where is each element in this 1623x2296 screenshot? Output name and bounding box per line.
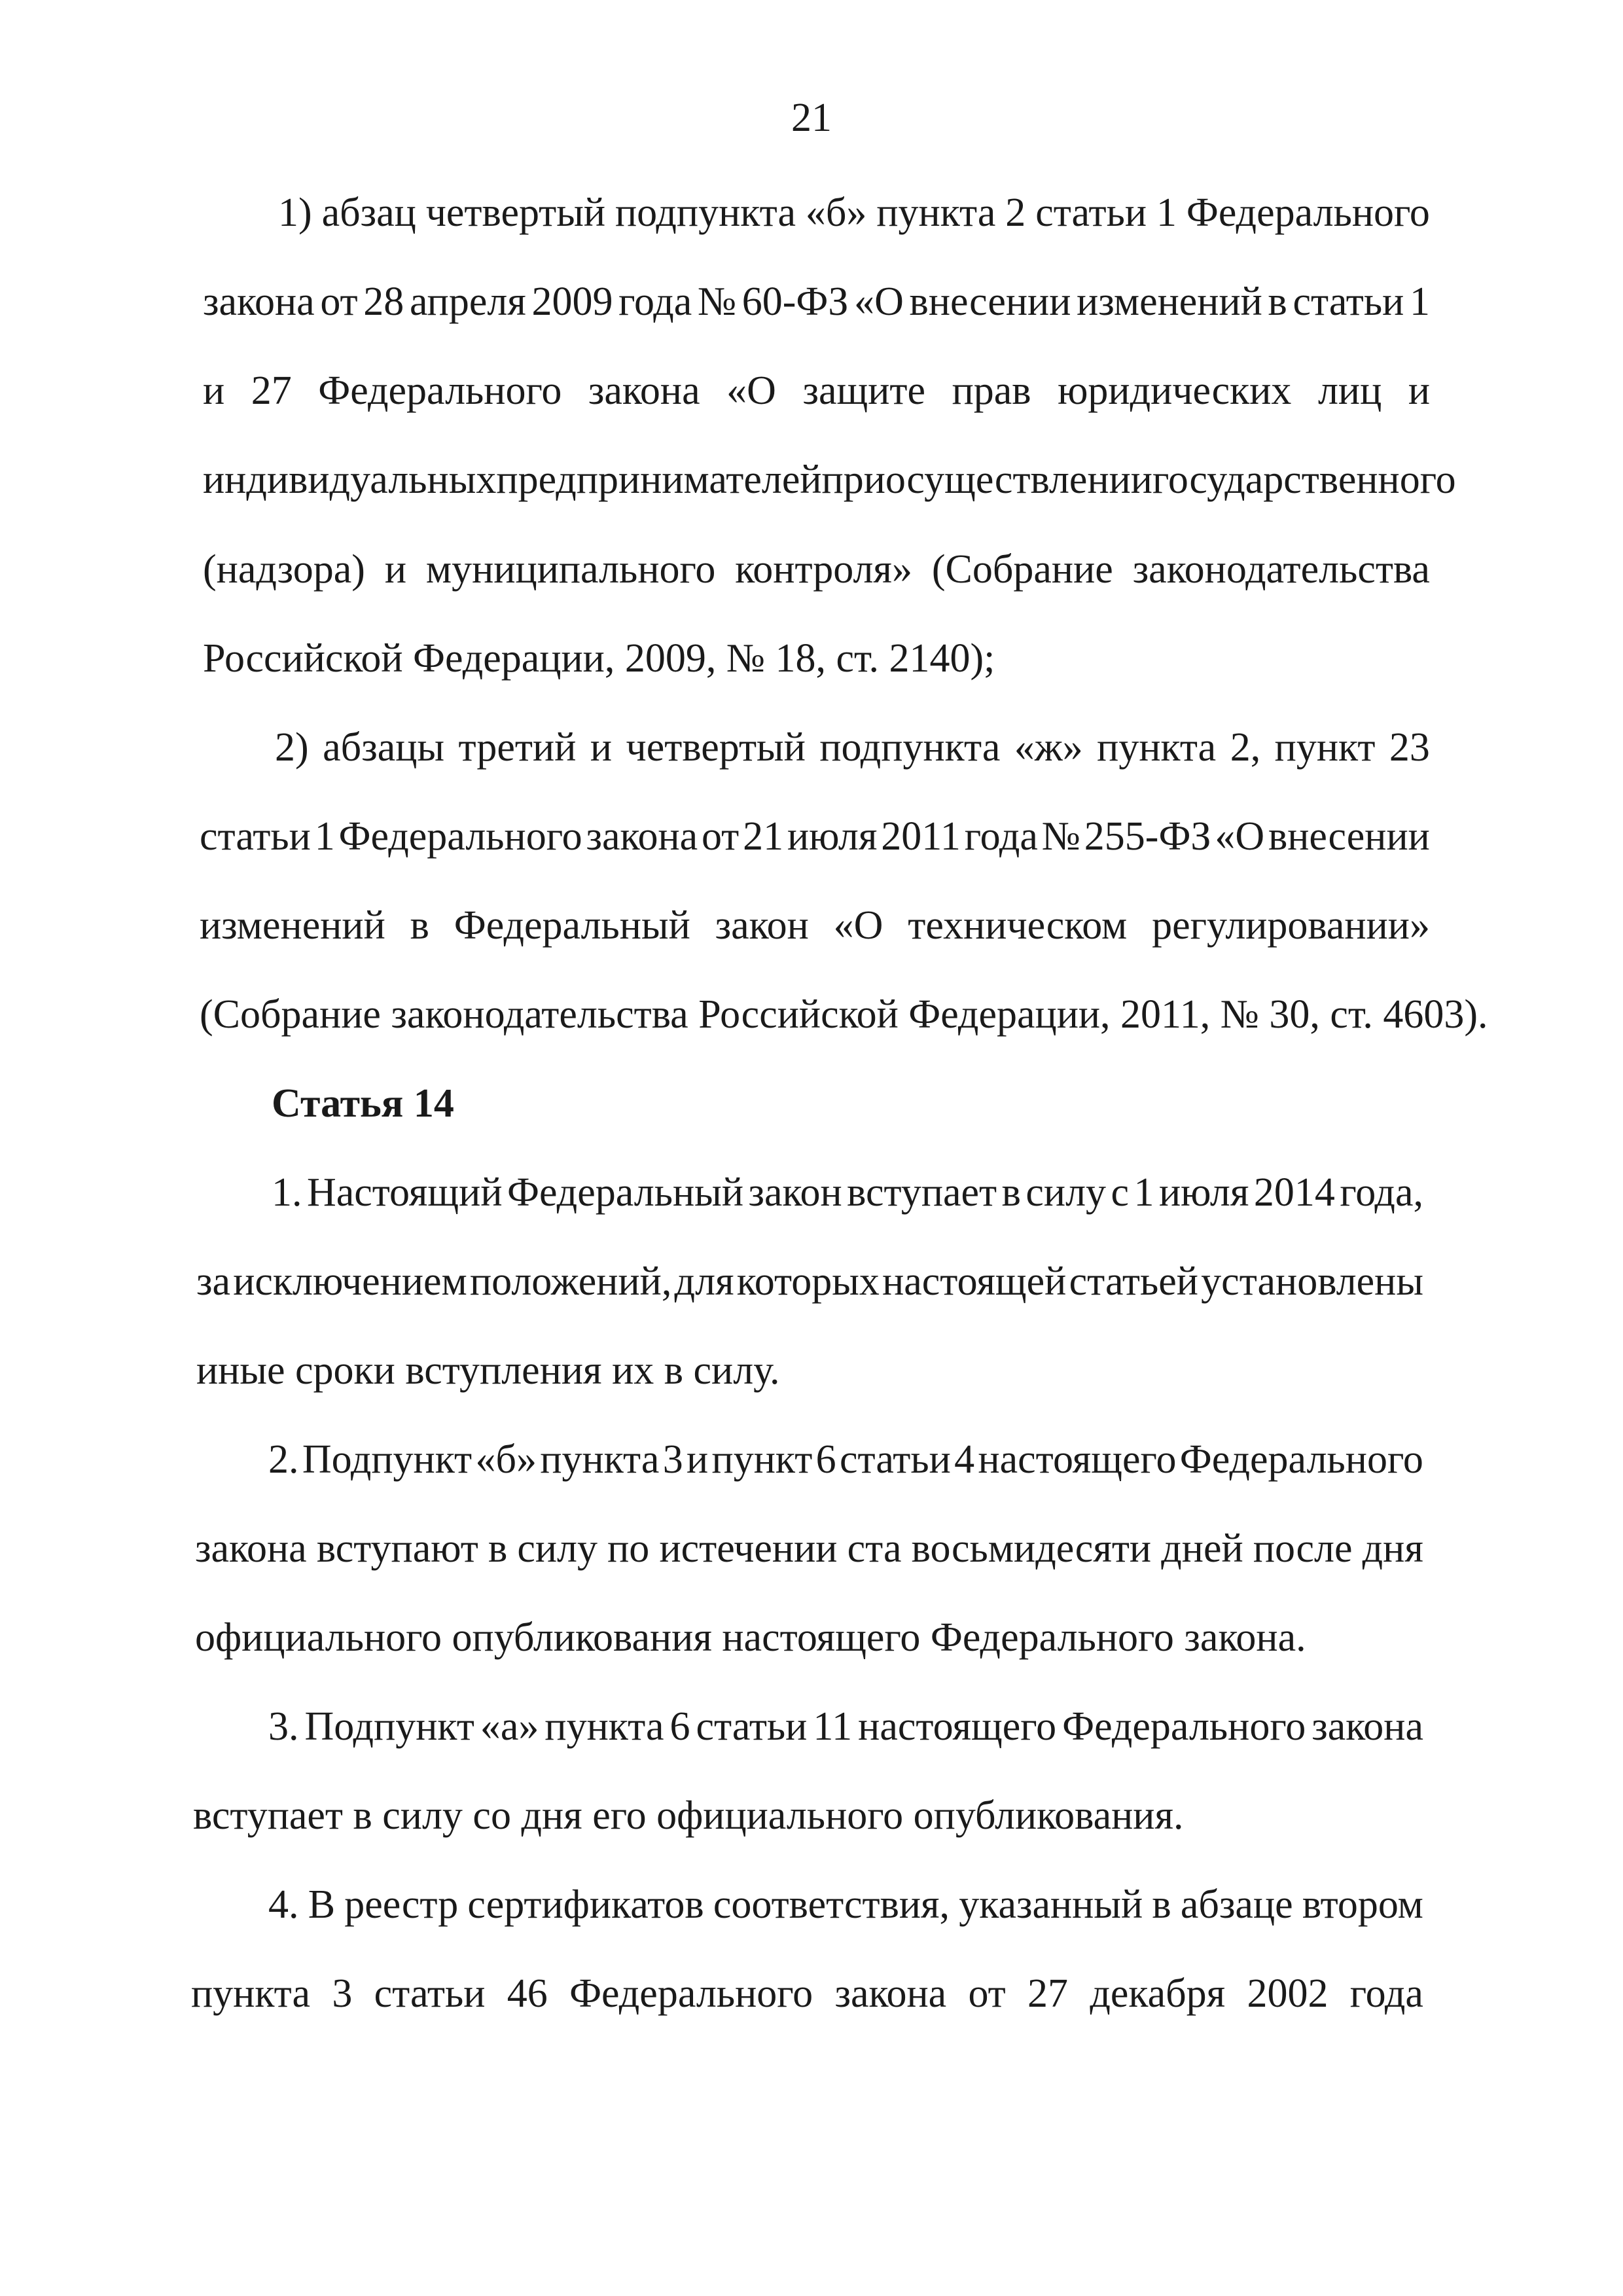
word: дней	[1161, 1526, 1243, 1571]
article-p2-line-1	[268, 1433, 1423, 1486]
word: «б»	[805, 190, 867, 235]
word: предпринимателей	[496, 457, 822, 502]
word: пункта	[191, 1971, 311, 2016]
word: в	[1268, 279, 1287, 324]
word: индивидуальных	[203, 457, 497, 502]
word: государственного	[1152, 457, 1456, 502]
item-2-line-2	[200, 810, 1430, 863]
word: 255-ФЗ	[1084, 814, 1211, 859]
word: Подпункт	[304, 1704, 474, 1749]
word: апреля	[409, 279, 526, 324]
word: настоящего	[978, 1437, 1177, 1482]
word: четвертый	[626, 725, 806, 770]
page-number: 21	[791, 96, 832, 140]
word: за	[196, 1259, 231, 1304]
word: 4.	[268, 1882, 299, 1927]
word: статьей	[1069, 1259, 1198, 1304]
word: 6	[669, 1704, 690, 1749]
word: закон	[748, 1170, 842, 1215]
word: техническом	[908, 903, 1128, 948]
word: 27	[1027, 1971, 1069, 2016]
word: 1)	[278, 190, 312, 235]
word: вступает	[847, 1170, 997, 1215]
word: после	[1253, 1526, 1353, 1571]
word: «ж»	[1014, 725, 1083, 770]
word: регулировании»	[1152, 903, 1430, 948]
article-p1-line-3: иные сроки вступления их в силу.	[196, 1348, 780, 1393]
word: ста	[847, 1526, 902, 1571]
word: Федерального	[569, 1971, 813, 2016]
word: «О	[833, 903, 883, 948]
word: закона	[203, 279, 315, 324]
word: 2,	[1230, 725, 1261, 770]
word: настоящего	[858, 1704, 1057, 1749]
article-p2-line-3: официального опубликования настоящего Федерального закона.	[195, 1615, 1306, 1660]
word: 3	[332, 1971, 353, 2016]
word: и	[384, 547, 407, 592]
word: внесении	[1268, 814, 1430, 859]
word: 27	[251, 368, 292, 413]
item-1-line-2	[203, 276, 1430, 328]
word: в	[1001, 1170, 1021, 1215]
word: 2.	[268, 1437, 299, 1482]
word: 23	[1389, 725, 1430, 770]
word: дня	[1362, 1526, 1423, 1571]
word: 3	[662, 1437, 683, 1482]
article-p2-line-2	[195, 1522, 1423, 1575]
word: 2002	[1247, 1971, 1329, 2016]
word: (надзора)	[203, 547, 365, 592]
article-heading: Статья 14	[272, 1081, 454, 1126]
word: июля	[1158, 1170, 1249, 1215]
word: «О	[1215, 814, 1265, 859]
word: пункт	[711, 1437, 813, 1482]
word: Подпункт	[302, 1437, 473, 1482]
word: соответствия,	[713, 1882, 950, 1927]
word: для	[674, 1259, 734, 1304]
word: №	[697, 279, 737, 324]
word: (Собрание	[931, 547, 1113, 592]
word: 21	[743, 814, 784, 859]
word: года,	[1340, 1170, 1423, 1215]
word: закона	[588, 368, 700, 413]
word: года	[964, 814, 1038, 859]
word: 1	[1156, 190, 1177, 235]
word: и	[687, 1437, 709, 1482]
word: третий	[458, 725, 577, 770]
word: 1	[1133, 1170, 1154, 1215]
word: положений,	[469, 1259, 672, 1304]
word: восьмидесяти	[911, 1526, 1152, 1571]
word: закона	[586, 814, 698, 859]
word: Федеральный	[454, 903, 690, 948]
word: в	[1152, 1882, 1171, 1927]
word: 2)	[275, 725, 309, 770]
word: при	[821, 457, 885, 502]
item-2-line-1	[275, 721, 1430, 774]
word: и	[203, 368, 225, 413]
word: 1	[1409, 279, 1430, 324]
word: которых	[736, 1259, 880, 1304]
word: реестр	[344, 1882, 459, 1927]
word: года	[1349, 1971, 1423, 2016]
word: защите	[802, 368, 926, 413]
word: 46	[507, 1971, 548, 2016]
word: пункта	[876, 190, 996, 235]
word: подпункта	[819, 725, 1001, 770]
word: установлены	[1201, 1259, 1423, 1304]
word: пункта	[1097, 725, 1217, 770]
word: прав	[952, 368, 1031, 413]
word: подпункта	[615, 190, 796, 235]
word: Федерального	[1179, 1437, 1423, 1482]
word: пункта	[544, 1704, 664, 1749]
word: от	[320, 279, 358, 324]
word: с	[1111, 1170, 1130, 1215]
word: абзацы	[323, 725, 445, 770]
word: лиц	[1317, 368, 1382, 413]
word: по	[607, 1526, 650, 1571]
word: статьи	[1293, 279, 1404, 324]
word: статьи	[374, 1971, 486, 2016]
word: 4	[954, 1437, 975, 1482]
word: абзац	[321, 190, 416, 235]
word: в	[410, 903, 429, 948]
word: настоящей	[882, 1259, 1067, 1304]
word: Настоящий	[306, 1170, 503, 1215]
word: 2	[1005, 190, 1026, 235]
word: Федерального	[318, 368, 562, 413]
word: «О	[726, 368, 776, 413]
word: пункт	[1274, 725, 1376, 770]
word: 6	[815, 1437, 836, 1482]
word: декабря	[1090, 1971, 1226, 2016]
article-p4-line-1	[268, 1878, 1423, 1931]
word: абзаце	[1180, 1882, 1293, 1927]
word: Федеральный	[507, 1170, 744, 1215]
word: сертификатов	[467, 1882, 704, 1927]
word: года	[618, 279, 692, 324]
item-1-line-5	[203, 543, 1430, 596]
word: 2011	[881, 814, 961, 859]
word: вступают	[316, 1526, 478, 1571]
word: статьи	[839, 1437, 951, 1482]
word: от	[968, 1971, 1006, 2016]
item-1-line-3	[203, 365, 1430, 417]
word: 60-ФЗ	[741, 279, 849, 324]
item-1-line-1	[278, 187, 1430, 239]
word: №	[1041, 814, 1080, 859]
word: внесении	[909, 279, 1071, 324]
word: 2014	[1253, 1170, 1335, 1215]
article-p3-line-1	[268, 1700, 1423, 1753]
word: Федерального	[1186, 190, 1430, 235]
article-p4-line-2	[191, 1967, 1423, 2020]
word: изменений	[200, 903, 385, 948]
word: и	[590, 725, 613, 770]
word: «а»	[480, 1704, 539, 1749]
article-p3-line-2: вступает в силу со дня его официального опубликования.	[193, 1793, 1184, 1838]
word: указанный	[959, 1882, 1143, 1927]
word: юридических	[1058, 368, 1292, 413]
article-p1-line-1	[272, 1166, 1423, 1219]
word: силу	[1026, 1170, 1107, 1215]
word: 11	[813, 1704, 853, 1749]
word: закона	[195, 1526, 307, 1571]
word: и	[1408, 368, 1430, 413]
word: «О	[854, 279, 904, 324]
word: 1.	[272, 1170, 302, 1215]
word: четвертый	[425, 190, 606, 235]
word: Федерального	[338, 814, 582, 859]
word: истечении	[659, 1526, 838, 1571]
word: контроля»	[735, 547, 912, 592]
item-1-line-4	[203, 454, 1456, 506]
word: «б»	[475, 1437, 537, 1482]
item-2-line-3	[200, 899, 1430, 952]
word: 2009	[531, 279, 613, 324]
word: осуществлении	[885, 457, 1152, 502]
word: статьи	[1035, 190, 1147, 235]
word: изменений	[1077, 279, 1262, 324]
word: Федерального	[1062, 1704, 1306, 1749]
word: 28	[363, 279, 404, 324]
word: В	[308, 1882, 336, 1927]
word: силу	[517, 1526, 597, 1571]
word: муниципального	[425, 547, 716, 592]
word: статьи	[200, 814, 311, 859]
word: 1	[314, 814, 335, 859]
article-p1-line-2	[196, 1255, 1423, 1308]
word: закон	[715, 903, 809, 948]
word: законодательства	[1132, 547, 1430, 592]
word: втором	[1302, 1882, 1423, 1927]
word: пункта	[540, 1437, 660, 1482]
word: закона	[834, 1971, 947, 2016]
word: от	[702, 814, 740, 859]
word: статьи	[696, 1704, 808, 1749]
item-1-line-6: Российской Федерации, 2009, № 18, ст. 2140);	[203, 636, 995, 681]
word: в	[488, 1526, 508, 1571]
item-2-line-4: (Собрание законодательства Российской Федерации, 2011, № 30, ст. 4603).	[200, 992, 1488, 1037]
word: исключением	[233, 1259, 467, 1304]
word: закона	[1311, 1704, 1423, 1749]
word: 3.	[268, 1704, 299, 1749]
word: июля	[787, 814, 878, 859]
